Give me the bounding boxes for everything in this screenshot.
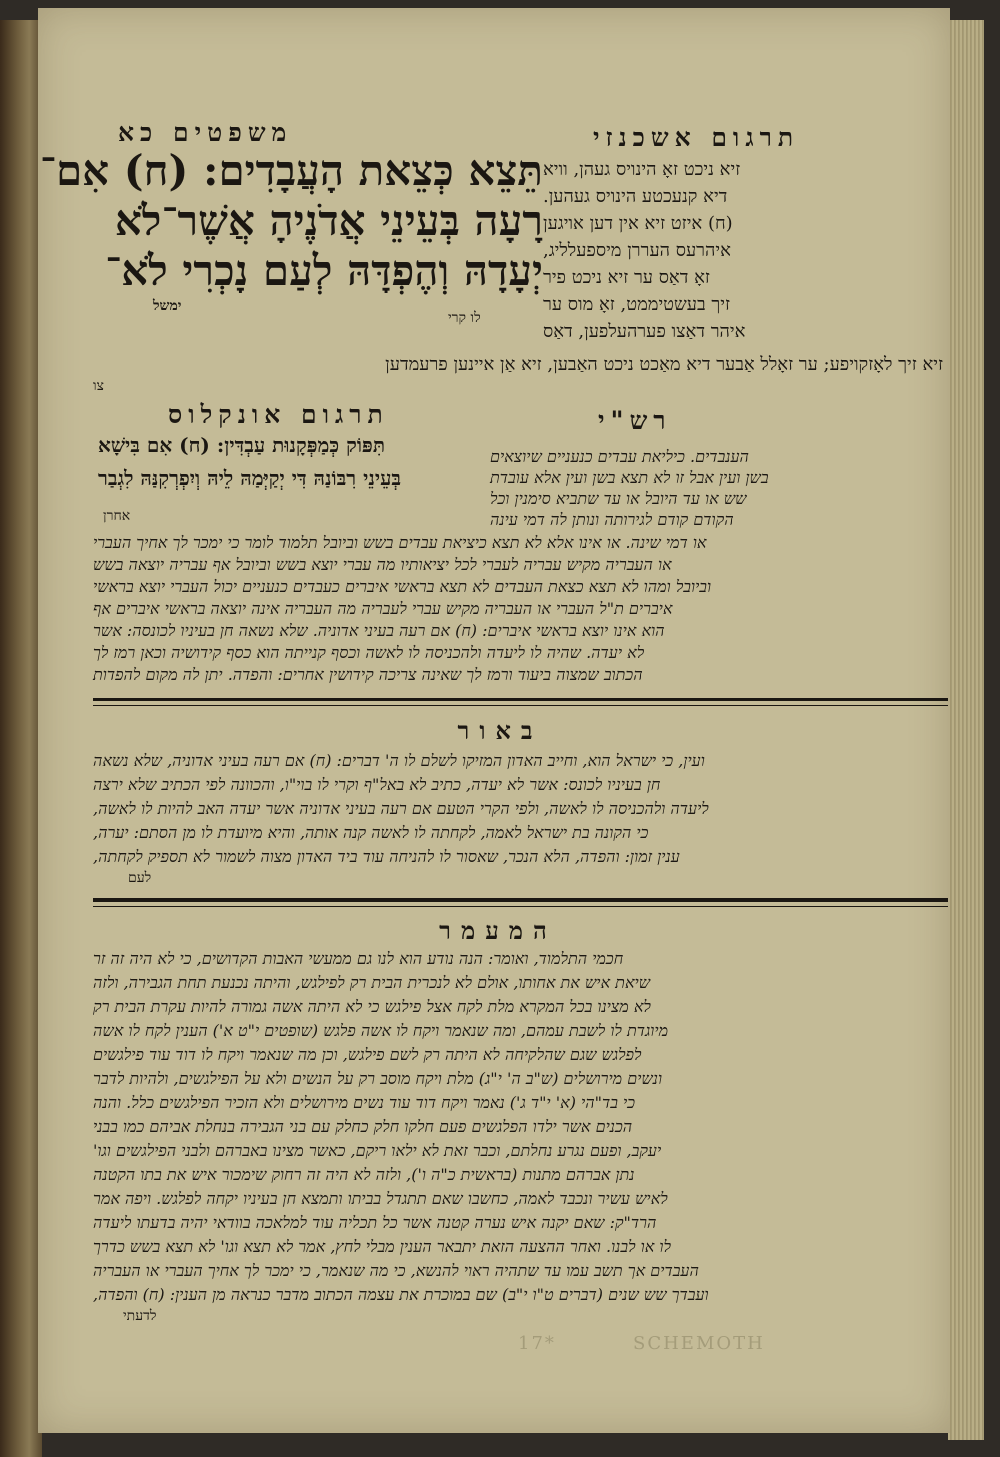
biur-line: חן בעיניו לכונס: אשר לא יעדה, כתיב לא באל"ף וקרי לו בוי"ו, והכוונה לפי הכתיב שלא ירצה <box>93 775 661 794</box>
qere-note: לו קרי <box>448 310 481 326</box>
rashi-line: הוא אינו יוצא בראשי איברים: (ח) אם רעה בעיני אדוניה. שלא נשאה חן בעיניו לכונסה: אשר <box>93 621 665 640</box>
hameamer-line: הרד"ק: שאם יקנה איש נערה קטנה אשר כל תכליה עוד למלאכה בוודאי יהיה בדעתו ליעדה <box>93 1213 657 1232</box>
biblical-line: תֵּצֵא כְּצֵאת הָעֲבָדִים: (ח) אִם־ <box>39 146 543 195</box>
catchword: אחרן <box>103 508 131 524</box>
hameamer-line: יעקב, ופעם נגרע נחלתם, וכבר זאת לא ילאו ריקם, כאשר מצינו באברהם ולבני הפילגשים וגו' <box>93 1141 662 1160</box>
signature-mark: SCHEMOTH <box>633 1333 765 1354</box>
yiddish-line: איהרעס העררן מיספעלליג, <box>543 240 731 261</box>
yiddish-line: (ח) איזט זיא אין דען אויגען <box>543 213 733 234</box>
section-divider <box>93 906 948 907</box>
biur-title: באור <box>457 716 543 745</box>
hameamer-line: שיאת איש את אחותו, אולם לא לנכרית הבית רק לפילגש, והיתה נכנעת תחת הגבירה, ולזה <box>93 973 651 992</box>
biur-line: כי הקונה בת ישראל לאמה, לקחתה לו לאשה קנה אותה, והיא מיועדת לו מן הסתם: יערה, <box>93 823 649 842</box>
rashi-line: לא יעדה. שהיה לו ליעדה ולהכניסה לו לאשה וכסף קנייתה הוא כסף קידושיה וכאן רמז לך <box>93 643 645 662</box>
rashi-line: שש או עד היובל או עד שתביא סימנין וכל <box>490 489 747 508</box>
hameamer-line: לאיש עשיר ונכבד לאמה, כחשבו שאם תתגדל בביתו ותמצא חן בעיניו יקחה לפלגש. ויפה אמר <box>93 1189 668 1208</box>
yiddish-line: איהר דאַצו פערהעלפען, דאַס <box>543 321 746 342</box>
signature-number: 17* <box>518 1333 556 1354</box>
rashi-line: בשן ועין אבל זו לא תצא בשן ועין אלא עובדת <box>490 468 769 487</box>
yiddish-line: דיא קנעכטע הינויס געהען. <box>543 186 728 207</box>
hameamer-line: לא מצינו בכל המקרא מלת לקח אצל פילגש כי לא היתה אשה גמורה להיות עקרת הבית רק <box>93 997 651 1016</box>
biblical-line: יְעָדָהּ וְהֶפְדָּהּ לְעַם נָכְרִי לֹא־ <box>105 246 543 295</box>
catchword: ימשל <box>153 298 182 314</box>
section-divider <box>93 898 948 902</box>
hameamer-line: מיוגדת לו לשבת עמהם, ומה שנאמר ויקח לו אשה פלגש (שופטים י"ט א') הענין לקח לו אשה <box>93 1021 669 1040</box>
biur-line: ליעדה ולהכניסה לו לאשה, ולפי הקרי הטעם אם רעה בעיני אדוניה אשר יעדה האב להיות לו לאשה, <box>93 799 709 818</box>
catchword: לדעתי <box>123 1308 157 1324</box>
hameamer-line: לפלגש שגם שהלקיחה לא היתה רק לשם פילגש, וכן מה שנאמר ויקח לו דוד עוד פילגשים <box>93 1045 642 1064</box>
book-page <box>38 8 950 1433</box>
rashi-line: הכתוב שמצוה ביעוד ורמז לך שאינה צריכה קידושין אחרים: והפדה. יתן לה מקום להפדות <box>93 665 643 684</box>
catchword: צו <box>93 378 104 394</box>
rashi-line: או העבריה מקיש עבריה לעברי לכל יציאותיו מה עברי יוצא בשש וביובל אף עבריה יוצאה בשש <box>93 555 672 574</box>
rashi-line: או דמי שינה. או אינו אלא לא תצא כיציאת עבדים בשש וביובל תלמוד לומר כי ימכר לך אחיך העברי <box>93 533 707 552</box>
header-left-title: משפטים כא <box>118 118 293 147</box>
yiddish-line: זיא ניכט זאָ הינויס געהן, וויא <box>543 159 741 180</box>
hameamer-line: כי בד"הי (א' י"ד ג') נאמר ויקח דוד עוד נשים מירושלים ולא הזכיר הפילגשים כלל. והנה <box>93 1093 636 1112</box>
rashi-title: רש"י <box>598 406 672 435</box>
hameamer-line: ונשים מירושלים (ש"ב ה' י"ג) מלת ויקח מוסב רק על הנשים ולא על הפילגשים, ולהיות לדבר <box>93 1069 663 1088</box>
biur-line: ועין, כי ישראל הוא, וחייב האדון המזיקו לשלם לו ה' דברים: (ח) אם רעה בעיני אדוניה, שלא נשאה <box>93 751 705 770</box>
biblical-line: רָעָה בְּעֵינֵי אֲדֹנֶיהָ אֲשֶׁר־לֹא <box>114 196 543 245</box>
hameamer-line: לו או לבנו. ואחר ההצעה הזאת יתבאר הענין מבלי לחץ, אמר לא תצא וגו' לא תצא בשש כדרך <box>93 1237 672 1256</box>
onkelos-title: תרגום אונקלוס <box>168 400 389 429</box>
rashi-line: הענבדים. כיליאת עבדים כנעניים שיוצאים <box>490 447 749 466</box>
hameamer-line: ועבדך שש שנים (דברים ט"ו י"ב) שם במוכרת את עצמה הכתוב מדבר כנראה מן הענין: (ח) והפדה, <box>93 1285 709 1304</box>
section-divider <box>93 705 948 706</box>
yiddish-line: זאָ דאַס ער זיא ניכט פיר <box>543 267 710 288</box>
biur-line: ענין זמון: והפדה, הלא הנכר, שאסור לו להניחה עוד ביד האדון מצוה לשמור לא תספיק לקחתה, <box>93 847 680 866</box>
yiddish-line: זיך בעשטיממט, זאָ מוס ער <box>543 294 730 315</box>
header-right-title: תרגום אשכנזי <box>593 123 800 152</box>
hameamer-line: העבדים אך תשב עמו עד שתהיה ראוי להנשא, כי מה שנאמר, כי ימכר לך אחיך העברי או העבריה <box>93 1261 699 1280</box>
section-divider <box>93 698 948 701</box>
onkelos-line: תִּפּוֹק כְּמַפְּקָנוּת עַבְדִּין: (ח) אִם בִּישָׁא <box>98 433 386 457</box>
hameamer-line: חכמי התלמוד, ואומר: הנה נודע הוא לנו גם ממעשי האבות הקדושים, כי לא היה זה זר <box>93 949 624 968</box>
left-page-edge <box>0 20 42 1457</box>
rashi-line: איברים ת"ל העברי או העבריה מקיש עברי לעבריה מה העבריה אינה יוצאה בראשי איברים אף <box>93 599 673 618</box>
catchword: לעם <box>128 870 152 886</box>
hameamer-line: הכנים אשר ילדו הפלגשים פעם חלקו חלק כחלק עם בני הגבירה בנחלת אביהם כמו בבני <box>93 1117 633 1136</box>
hameamer-line: נתן אברהם מתנות (בראשית כ"ה ו'), ולזה לא היה זה רחוק שימכור איש את בתו הקטנה <box>93 1165 635 1184</box>
hameamer-title: המעמר <box>439 916 557 945</box>
onkelos-line: בְּעֵינֵי רִבּוֹנַהּ דִּי יְקַיְּמַהּ לֵיהּ וְיִפְרְקִנַּהּ לִגְבַר <box>98 466 402 490</box>
right-page-edges <box>948 20 984 1440</box>
rashi-line: הקודם קודם לגירותה ונותן לה דמי עינה <box>490 510 734 529</box>
rashi-line: וביובל ומהו לא תצא כצאת העבדים לא תצא בראשי איברים כעבדים כנעניים יכול העברי יוצא בראשי <box>93 577 712 596</box>
yiddish-line: זיא זיך לאָזקויפע; ער זאָלל אַבער דיא מאַכט ניכט האַבען, זיא אַן איינען פרעמדען <box>385 354 943 375</box>
